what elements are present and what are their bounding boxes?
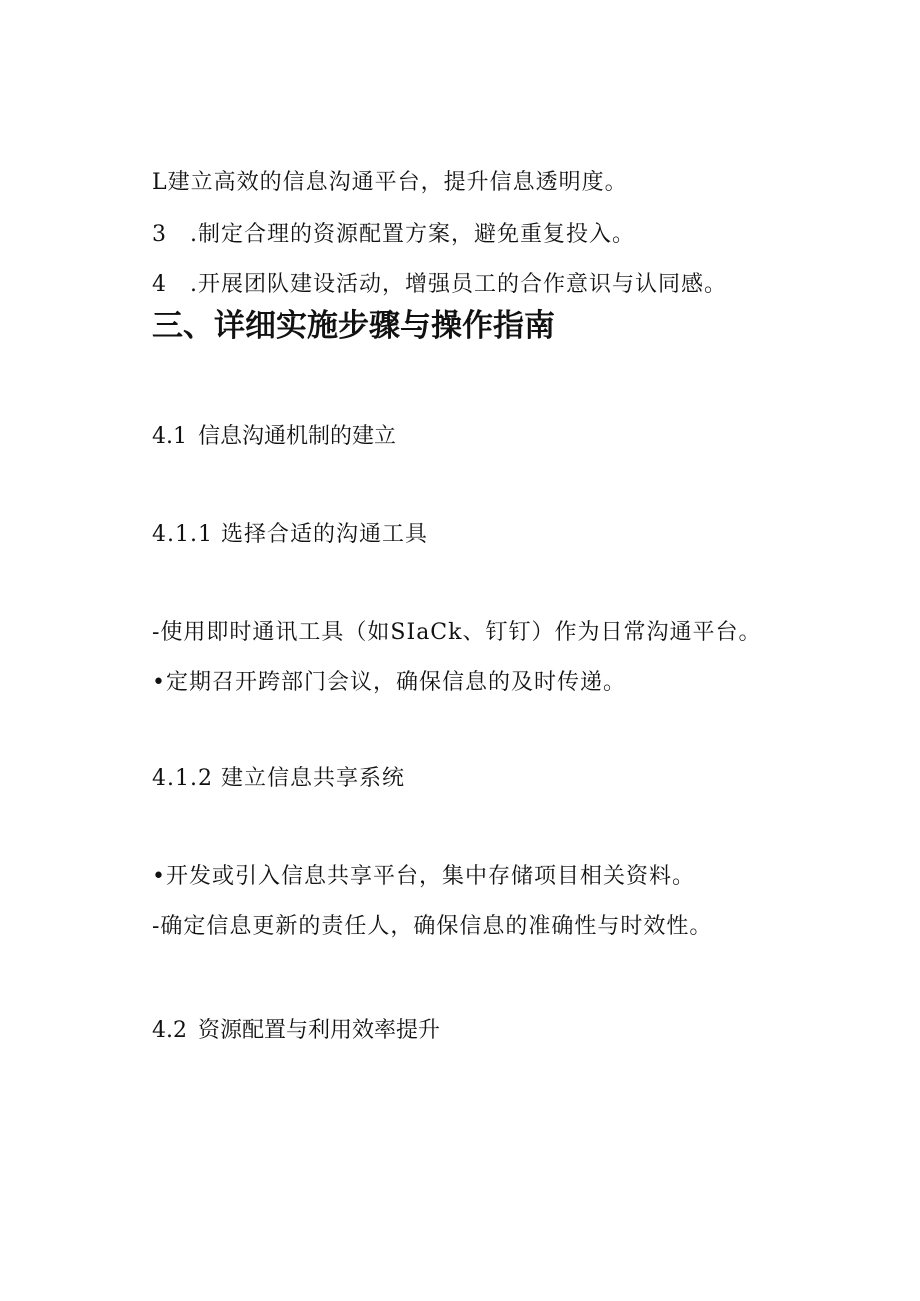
- subsection-title: 信息沟通机制的建立: [198, 424, 397, 449]
- subsection-title: 资源配置与利用效率提升: [198, 1018, 441, 1043]
- subsection-heading-4-2: [152, 1016, 440, 1046]
- list-item: L建立高效的信息沟通平台，提升信息透明度。: [152, 170, 628, 195]
- bullet-item: •定期召开跨部门会议，确保信息的及时传递。: [152, 670, 626, 695]
- subsubsection-number: 4.1.2: [152, 766, 213, 791]
- list-item: 3 .制定合理的资源配置方案，避免重复投入。: [152, 222, 635, 247]
- bullet-item: •开发或引入信息共享平台，集中存储项目相关资料。: [152, 864, 695, 889]
- subsection-number: 4.2: [152, 1018, 187, 1043]
- list-item: 4 .开展团队建设活动，增强员工的合作意识与认同感。: [152, 272, 727, 297]
- subsubsection-number: 4.1.1: [152, 522, 213, 547]
- subsubsection-heading-4-1-2: [152, 764, 405, 794]
- subsubsection-title: 选择合适的沟通工具: [220, 522, 428, 547]
- subsection-heading-4-1: [152, 422, 396, 452]
- bullet-item: -确定信息更新的责任人，确保信息的准确性与时效性。: [152, 914, 713, 939]
- section-heading: 三、详细实施步骤与操作指南: [152, 308, 555, 344]
- subsubsection-title: 建立信息共享系统: [220, 766, 405, 791]
- subsubsection-heading-4-1-1: [152, 520, 428, 550]
- bullet-item: -使用即时通讯工具（如SIaCk、钉钉）作为日常沟通平台。: [152, 620, 762, 645]
- subsection-number: 4.1: [152, 424, 187, 449]
